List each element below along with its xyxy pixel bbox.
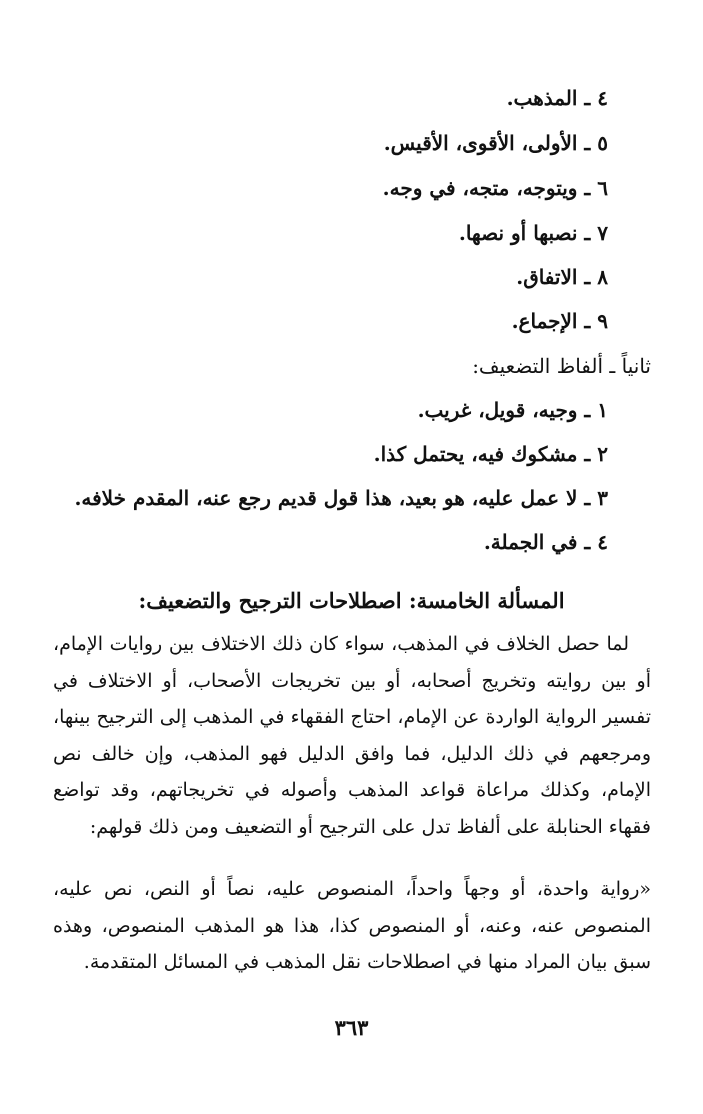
list-item-5: ٥ ـ الأولى، الأقوى، الأقيس. [383,131,608,155]
body-paragraph-2: «رواية واحدة، أو وجهاً واحداً، المنصوص عليه، نصاً أو النص، نص عليه، المنصوص عنه، وعنه، أو المنصوص كذا، هذا هو المذهب المنصوص، وهذه سبق بيان المراد منها في اصطلاحات نقل المذهب في المسائل المتقدمة. [53,878,651,973]
list-item-4: ٤ ـ المذهب. [506,86,608,110]
list-item-weak-1: ١ ـ وجيه، قويل، غريب. [417,398,608,422]
list-item-weak-3: ٣ ـ لا عمل عليه، هو بعيد، هذا قول قديم رجع عنه، المقدم خلافه. [74,486,608,510]
section-heading-weakening-terms: ثانياً ـ ألفاظ التضعيف: [472,354,651,378]
section-title: المسألة الخامسة: اصطلاحات الترجيح والتضعيف: [138,588,565,613]
list-item-weak-2: ٢ ـ مشكوك فيه، يحتمل كذا. [373,442,608,466]
list-item-6: ٦ ـ ويتوجه، متجه، في وجه. [382,176,608,200]
list-item-weak-4: ٤ ـ في الجملة. [483,530,608,554]
page-number: ٣٦٣ [334,1015,369,1040]
list-item-8: ٨ ـ الاتفاق. [516,265,608,289]
list-item-7: ٧ ـ نصبها أو نصها. [458,221,608,245]
list-item-9: ٩ ـ الإجماع. [511,309,608,333]
body-paragraph-1: لما حصل الخلاف في المذهب، سواء كان ذلك الاختلاف بين روايات الإمام، أو بين روايته وتخريج أصحابه، أو بين تخريجات الأصحاب، أو الاختلاف في تفسير الرواية الواردة عن الإمام، احتاج الفقهاء في المذهب إلى الترجيح بينها، ومرجعهم في ذلك الدليل، فما وافق الدليل فهو المذهب، وإن خالف نص الإمام، وكذلك مراعاة قواعد المذهب وأصوله في تخريجاتهم، وقد تواضع فقهاء الحنابلة على ألفاظ تدل على الترجيح أو التضعيف ومن ذلك قولهم: [53,633,651,838]
